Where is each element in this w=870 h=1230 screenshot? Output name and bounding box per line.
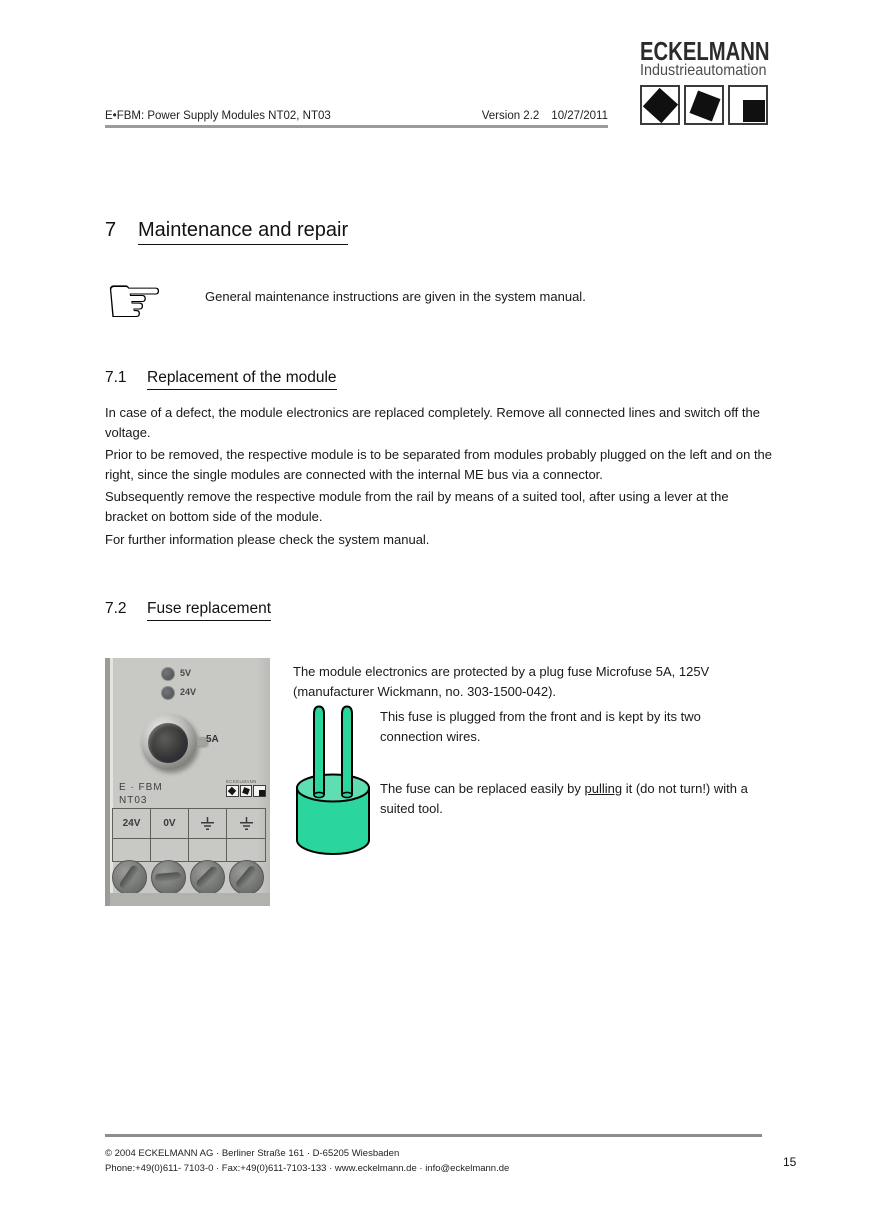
section-7-title: Maintenance and repair (138, 219, 348, 245)
footer-address (105, 1146, 509, 1176)
terminal-table (112, 808, 266, 862)
earth-ground-icon (189, 809, 227, 838)
paragraph: Prior to be removed, the respective module is to be separated from modules probably plugged on the left and on the right, since the single modules are connected with the internal ME bus via a connector. (105, 447, 773, 482)
running-header-version: Version 2.2 10/27/2011 (481, 110, 608, 122)
fuse-illustration (293, 702, 375, 860)
pulling-underlined: pulling (584, 781, 623, 796)
section-7-heading (105, 219, 348, 245)
footer-line-2: Phone:+49(0)611- 7103-0 · Fax:+49(0)611-7103-133 · www.eckelmann.de · info@eckelmann.de (105, 1163, 510, 1174)
led-24v-label: 24V (180, 687, 197, 697)
section-7-2-title: Fuse replacement (147, 600, 271, 621)
screw-icon (112, 860, 147, 895)
fuse-replace-text: The fuse can be replaced easily by pulling it (do not turn!) with a suited tool. (380, 781, 748, 816)
led-5v-icon (161, 667, 175, 681)
module-mini-logo: ECKELMANN (226, 779, 266, 797)
logo-square-2-icon (684, 85, 724, 125)
logo-subtitle: Industrieautomation (640, 62, 767, 79)
logo-square-3-icon (728, 85, 768, 125)
fuse-rating-label: 5A (206, 734, 219, 745)
logo-squares-icon (640, 85, 768, 125)
section-7-1-number: 7.1 (105, 369, 127, 386)
paragraph: In case of a defect, the module electronics are replaced completely. Remove all connected lines and switch off the voltage. (105, 405, 760, 440)
earth-ground-icon (227, 809, 265, 838)
led-24v-icon (161, 686, 175, 700)
led-5v-label: 5V (180, 668, 192, 678)
logo-brand: ECKELMANN (640, 36, 770, 66)
terminal-24v-label: 24V (113, 809, 151, 838)
module-photo (105, 658, 270, 906)
section-7-1-heading (105, 369, 337, 390)
mini-logo-squares-icon (226, 785, 266, 797)
paragraph: Subsequently remove the respective module from the rail by means of a suited tool, after using a lever at the bracket on bottom side of the module. (105, 489, 729, 524)
section-7-number: 7 (105, 219, 117, 241)
fuse-intro-text: The module electronics are protected by a plug fuse Microfuse 5A, 125V (manufacturer Wickmann, no. 303-1500-042). (293, 664, 710, 699)
screw-icon (151, 860, 186, 895)
note-text: General maintenance instructions are given in the system manual. (205, 289, 586, 304)
paragraph: For further information please check the system manual. (105, 532, 430, 547)
module-photo-base (110, 893, 270, 906)
fuse-holder (141, 714, 197, 770)
module-model-label: E · FBM NT03 (119, 782, 163, 806)
section-7-1-title: Replacement of the module (147, 369, 337, 390)
terminal-screws (112, 860, 264, 895)
logo-square-1-icon (640, 85, 680, 125)
screw-icon (229, 860, 264, 895)
section-7-2-heading (105, 600, 271, 621)
footer-line-1: © 2004 ECKELMANN AG · Berliner Straße 161 · D-65205 Wiesbaden (105, 1148, 400, 1159)
running-header-title: E•FBM: Power Supply Modules NT02, NT03 (105, 110, 331, 122)
fuse-plugged-text: This fuse is plugged from the front and is kept by its two connection wires. (380, 709, 701, 744)
terminal-0v-label: 0V (151, 809, 189, 838)
section-7-2-number: 7.2 (105, 600, 127, 617)
screw-icon (190, 860, 225, 895)
page-number: 15 (783, 1155, 797, 1169)
pointing-hand-icon: ☞ (104, 262, 165, 341)
footer-rule (105, 1134, 762, 1137)
header-rule (105, 125, 608, 128)
running-header (105, 110, 608, 122)
